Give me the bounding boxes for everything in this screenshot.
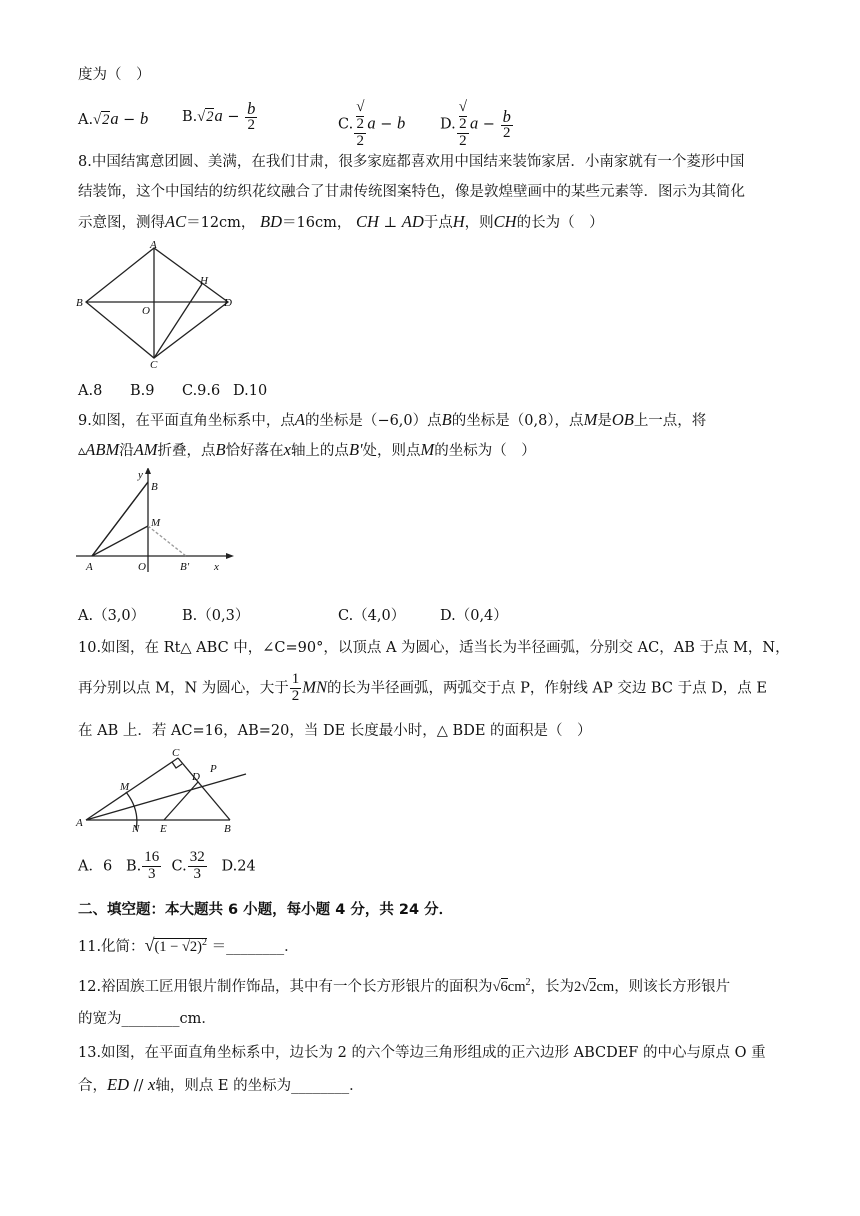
q9-option-b: B.（0,3） xyxy=(182,608,250,624)
q7-option-a: A.√2a − b xyxy=(78,109,149,128)
q8-stem-line2: 结装饰，这个中国结的纺织花纹融合了甘肃传统图案特色，像是敦煌壁画中的某些元素等．图示为其简化 xyxy=(78,184,745,200)
q10-stem-line3: 在 AB 上．若 AC=16，AB=20，当 DE 长度最小时，△ BDE 的面积是（ ） xyxy=(78,723,592,739)
q9-stem-line2: ▵ABM沿AM折叠，点B恰好落在x轴上的点B'处，则点M的坐标为（ ） xyxy=(78,440,536,459)
label-B: B xyxy=(151,481,158,493)
triangle-figure xyxy=(74,748,254,838)
q8-stem-line1: 8.中国结寓意团圆、美满，在我们甘肃，很多家庭都喜欢用中国结来装饰家居．小南家就有一个菱形中国 xyxy=(78,154,745,170)
q9-option-c: C.（4,0） xyxy=(338,608,406,624)
q9-stem-line1: 9.如图，在平面直角坐标系中，点A的坐标是（−6,0）点B的坐标是（0,8），点M是OB上一点，将 xyxy=(78,410,707,429)
label-Bprime: B' xyxy=(180,561,190,573)
q10-stem-line2: 再分别以点 M，N 为圆心，大于 $\frac{1}{2}$ MN的长为半径画弧，两弧交于点 P，作射线 AP 交边 BC 于点 D，点 E xyxy=(78,671,767,704)
q8-option-b: B.9 xyxy=(130,383,155,399)
q9-option-d: D.（0,4） xyxy=(440,608,508,624)
label-O: O xyxy=(142,305,150,317)
q9-option-a: A.（3,0） xyxy=(78,608,146,624)
rhombus-figure xyxy=(74,240,244,370)
label-C: C xyxy=(172,748,180,759)
coordinate-figure xyxy=(74,468,244,580)
label-B: B xyxy=(76,297,83,309)
q10-stem-line1: 10.如图，在 Rt△ ABC 中，∠C=90°，以顶点 A 为圆心，适当长为半径画弧，分别交 AC，AB 于点 M，N， xyxy=(78,640,790,656)
label-A: A xyxy=(150,240,157,251)
q7-option-d: D. √ 2 2 a − $\frac{b}{2}$ xyxy=(440,99,511,149)
q12-stem-line2: 的宽为________cm． xyxy=(78,1011,216,1027)
q11-stem: 11.化简：$√(1 - √2)^2$ ＝________． xyxy=(78,934,299,955)
label-A: A xyxy=(76,817,83,829)
label-P: P xyxy=(210,763,217,775)
q13-stem-line2: 合，ED // x轴，则点 E 的坐标为________． xyxy=(78,1075,364,1094)
label-E: E xyxy=(160,823,167,835)
label-A: A xyxy=(86,561,93,573)
q8-option-d: D.10 xyxy=(233,383,268,399)
label-O: O xyxy=(138,561,146,573)
q10-options: A．6 B. $\frac{16}{3}$ C. $\frac{32}{3}$ D.24 xyxy=(78,849,256,882)
q7-stem-tail: 度为（ ） xyxy=(78,67,151,83)
label-y: y xyxy=(138,469,143,481)
q12-stem-line1: 12.裕固族工匠用银片制作饰品，其中有一个长方形银片的面积为$√6cm^2$，长为2√2cm，则该长方形银片 xyxy=(78,977,731,995)
label-C: C xyxy=(150,359,158,370)
q8-option-c: C.9.6 xyxy=(182,383,221,399)
label-M: M xyxy=(151,517,161,529)
label-N: N xyxy=(132,823,140,835)
label-x: x xyxy=(214,561,219,573)
q7-option-c: C. √ 2 2 a − b xyxy=(338,99,406,149)
label-D: D xyxy=(192,771,200,783)
label-D: D xyxy=(224,297,232,309)
q8-stem-line3: 示意图，测得AC＝12cm， BD＝16cm， CH ⊥ AD于点H，则CH的长为（ ） xyxy=(78,212,604,231)
label-H: H xyxy=(200,275,208,287)
label-B: B xyxy=(224,823,231,835)
q8-option-a: A.8 xyxy=(78,383,103,399)
label-M: M xyxy=(120,781,130,793)
q7-option-b: B.√2a − $\frac{b}{2}$ xyxy=(182,99,256,134)
q13-stem-line1: 13.如图，在平面直角坐标系中，边长为 2 的六个等边三角形组成的正六边形 ABCDEF 的中心与原点 O 重 xyxy=(78,1045,766,1061)
section-heading: 二、填空题：本大题共 6 小题，每小题 4 分，共 24 分． xyxy=(78,902,454,918)
